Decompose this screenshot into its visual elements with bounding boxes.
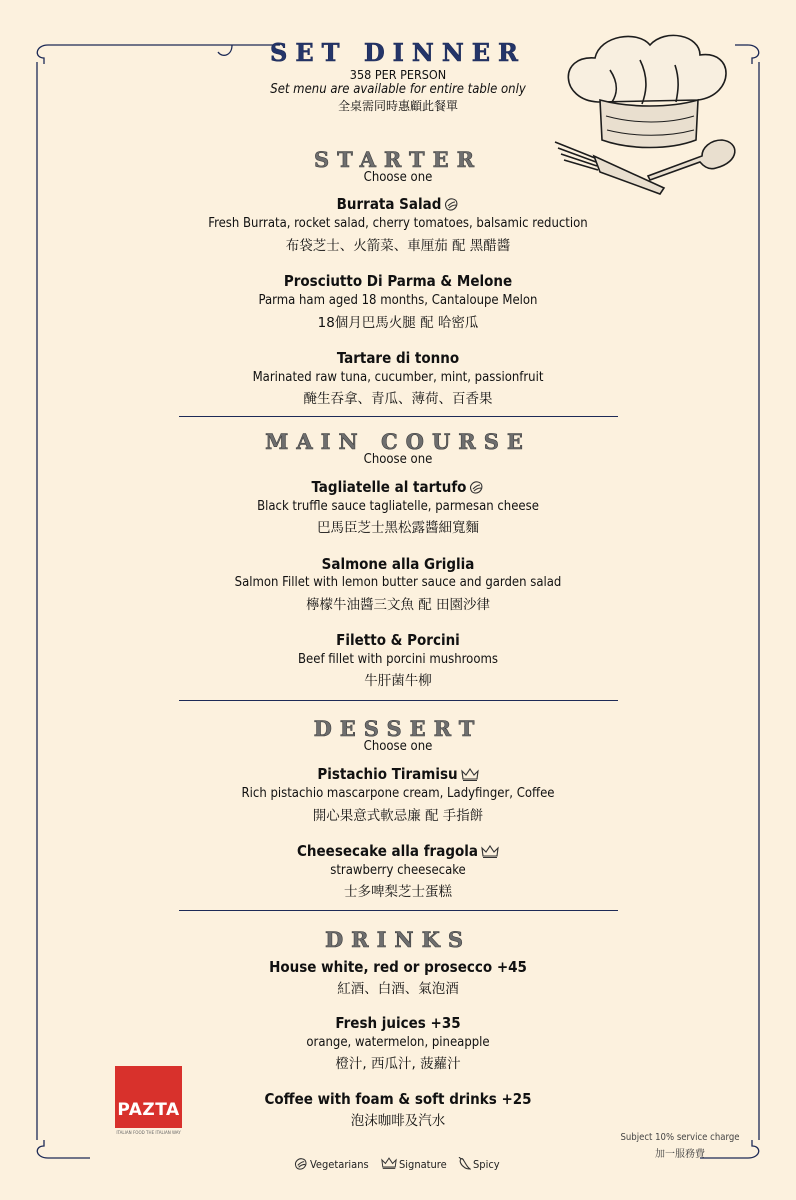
section-divider xyxy=(179,700,618,701)
menu-item-chinese: 檸檬牛油醬三文魚 配 田園沙律 xyxy=(305,597,491,613)
vegetarian-icon xyxy=(444,197,459,211)
menu-item-name: House white, red or prosecco +45 xyxy=(269,958,527,976)
menu-item-description: Salmon Fillet with lemon butter sauce and garden salad xyxy=(234,575,562,590)
service-charge-zh: 加一服務費 xyxy=(655,1149,705,1160)
menu-item-chinese: 布袋芝士、火箭菜、車厘茄 配 黑醋醬 xyxy=(285,238,511,254)
menu-item-description: Parma ham aged 18 months, Cantaloupe Melon xyxy=(258,293,538,308)
menu-item-name: Salmone alla Griglia xyxy=(321,555,475,573)
signature-icon xyxy=(381,1157,397,1169)
section-title-starter: STARTER xyxy=(313,147,483,172)
menu-item-chinese: 醃生吞拿、青瓜、薄荷、百香果 xyxy=(303,391,493,407)
menu-item-chinese: 巴馬臣芝士黑松露醬細寬麵 xyxy=(317,520,479,536)
menu-item-name: Coffee with foam & soft drinks +25 xyxy=(264,1090,532,1108)
service-charge-en: Subject 10% service charge xyxy=(620,1132,740,1143)
table-note-zh: 全桌需同時惠顧此餐單 xyxy=(337,99,458,113)
menu-item-chinese: 泡沫咖啡及汽水 xyxy=(350,1113,446,1129)
menu-item-description: Beef fillet with porcini mushrooms xyxy=(298,652,498,667)
menu-item-chinese: 開心果意式軟忌廉 配 手指餅 xyxy=(312,808,484,824)
legend-signature: Signature xyxy=(381,1157,447,1171)
menu-title: SET DINNER xyxy=(270,38,526,67)
menu-item-description: Marinated raw tuna, cucumber, mint, passionfruit xyxy=(252,370,544,385)
section-title-main-course: MAIN COURSE xyxy=(265,429,531,454)
vegetarian-icon xyxy=(294,1157,308,1170)
menu-item-name: Filetto & Porcini xyxy=(336,631,460,649)
section-subtitle: Choose one xyxy=(363,739,433,754)
menu-item-description: orange, watermelon, pineapple xyxy=(306,1035,490,1050)
menu-item-name: Tartare di tonno xyxy=(336,349,460,367)
section-divider xyxy=(179,910,618,911)
menu-item-chinese: 士多啤梨芝士蛋糕 xyxy=(344,884,452,900)
signature-icon xyxy=(461,768,479,781)
menu-item-name: Pistachio Tiramisu xyxy=(0,765,796,783)
legend-spicy: Spicy xyxy=(458,1157,500,1171)
logo-tagline: ITALIAN FOOD THE ITALIAN WAY xyxy=(116,1131,181,1136)
menu-item-name: Cheesecake alla fragola xyxy=(0,842,796,860)
section-title-dessert: DESSERT xyxy=(313,716,483,741)
signature-icon xyxy=(481,845,499,858)
section-subtitle: Choose one xyxy=(363,170,433,185)
section-title-drinks: DRINKS xyxy=(324,927,472,952)
chili-pepper-icon xyxy=(458,1157,471,1170)
menu-item-description: Rich pistachio mascarpone cream, Ladyfinger, Coffee xyxy=(241,786,555,801)
price-per-person: 358 PER PERSON xyxy=(349,67,447,82)
table-note-en: Set menu are available for entire table only xyxy=(270,82,526,97)
menu-item-chinese: 牛肝菌牛柳 xyxy=(364,673,432,689)
section-subtitle: Choose one xyxy=(363,452,433,467)
legend-vegetarian: Vegetarians xyxy=(294,1157,369,1171)
menu-item-description: Fresh Burrata, rocket salad, cherry tomatoes, balsamic reduction xyxy=(208,216,588,231)
menu-item-name: Prosciutto Di Parma & Melone xyxy=(283,272,513,290)
menu-item-chinese: 紅酒、白酒、氣泡酒 xyxy=(337,981,459,997)
menu-item-name: Burrata Salad xyxy=(0,195,796,213)
menu-item-chinese: 18個月巴馬火腿 配 哈密瓜 xyxy=(317,315,479,331)
section-divider xyxy=(179,416,618,417)
menu-item-description: strawberry cheesecake xyxy=(330,863,466,878)
menu-item-description: Black truffle sauce tagliatelle, parmesan cheese xyxy=(257,499,539,514)
menu-item-chinese: 橙汁, 西瓜汁, 菠蘿汁 xyxy=(335,1056,461,1072)
menu-item-name: Fresh juices +35 xyxy=(335,1014,461,1032)
vegetarian-icon xyxy=(469,480,484,494)
pazta-logo: PAZTA xyxy=(115,1066,182,1128)
menu-item-name: Tagliatelle al tartufo xyxy=(0,478,796,496)
